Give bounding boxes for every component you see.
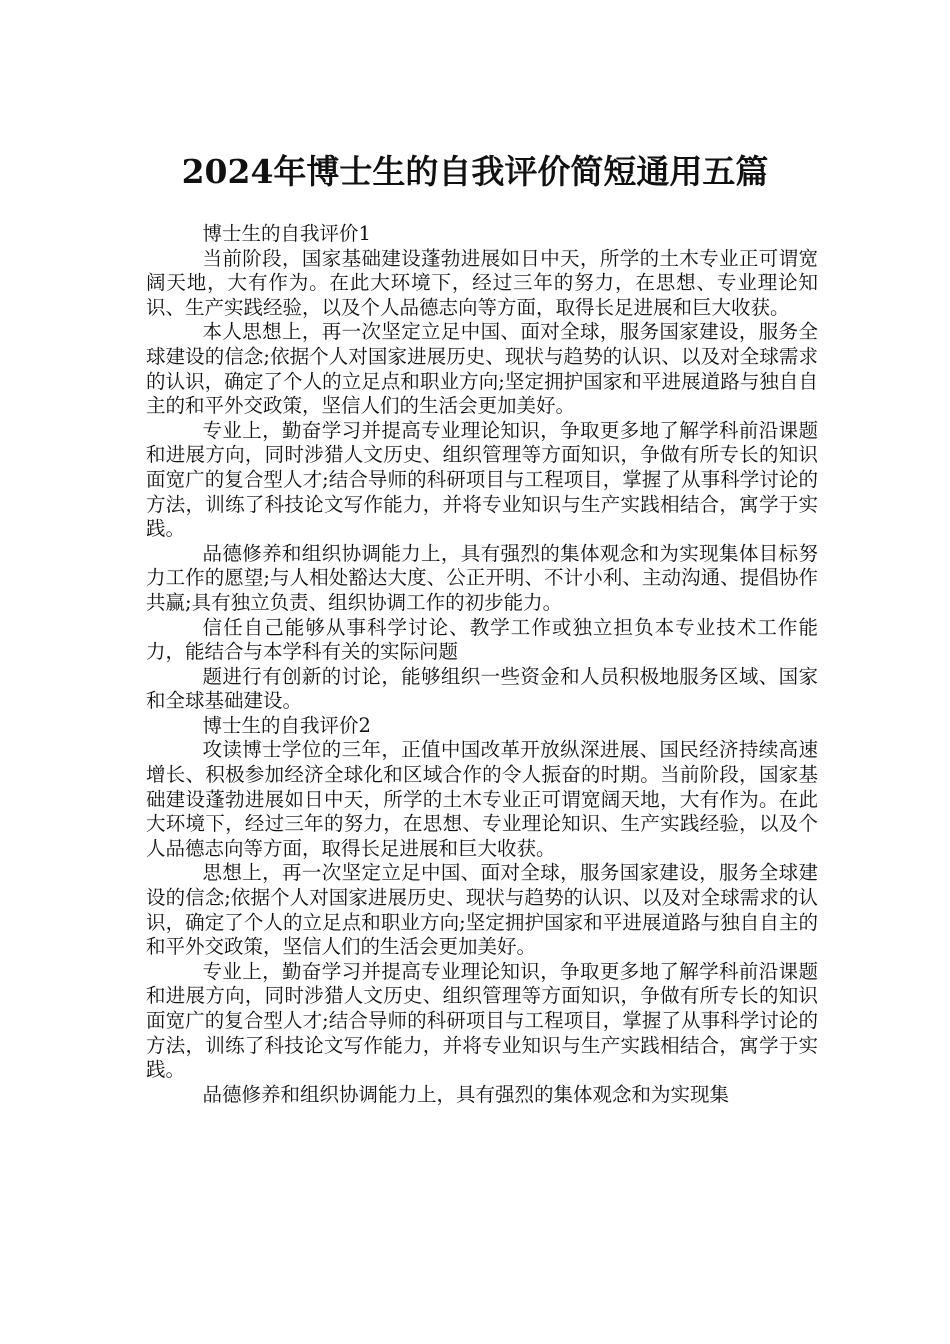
paragraph: 品德修养和组织协调能力上，具有强烈的集体观念和为实现集体目标努力工作的愿望;与人相处豁达大度、公正开明、不计小利、主动沟通、提倡协作共赢;具有独立负责、组织协调工作的初步能力。	[146, 541, 818, 614]
document-body	[146, 222, 818, 1107]
section-heading: 博士生的自我评价2	[202, 713, 371, 737]
document-title: 2024年博士生的自我评价简短通用五篇	[181, 152, 769, 192]
paragraph: 本人思想上，再一次坚定立足中国、面对全球，服务国家建设，服务全球建设的信念;依据个人对国家进展历史、现状与趋势的认识、以及对全球需求的认识，确定了个人的立足点和职业方向;坚定拥护国家和平进展道路与独自自主的和平外交政策，坚信人们的生活会更加美好。	[146, 320, 818, 418]
paragraph: 题进行有创新的讨论，能够组织一些资金和人员积极地服务区域、国家和全球基础建设。	[146, 664, 818, 713]
paragraph: 当前阶段，国家基础建设蓬勃进展如日中天，所学的土木专业正可谓宽阔天地，大有作为。在此大环境下，经过三年的努力，在思想、专业理论知识、生产实践经验，以及个人品德志向等方面，取得长足进展和巨大收获。	[146, 246, 818, 319]
paragraph: 思想上，再一次坚定立足中国、面对全球，服务国家建设，服务全球建设的信念;依据个人对国家进展历史、现状与趋势的认识、以及对全球需求的认识，确定了个人的立足点和职业方向;坚定拥护国家和平进展道路与独自自主的和平外交政策，坚信人们的生活会更加美好。	[146, 861, 818, 959]
paragraph: 专业上，勤奋学习并提高专业理论知识，争取更多地了解学科前沿课题和进展方向，同时涉猎人文历史、组织管理等方面知识，争做有所专长的知识面宽广的复合型人才;结合导师的科研项目与工程项目，掌握了从事科学讨论的方法，训练了科技论文写作能力，并将专业知识与生产实践相结合，寓学于实践。	[146, 418, 818, 541]
paragraph: 攻读博士学位的三年，正值中国改革开放纵深进展、国民经济持续高速增长、积极参加经济全球化和区域合作的令人振奋的时期。当前阶段，国家基础建设蓬勃进展如日中天，所学的土木专业正可谓宽阔天地，大有作为。在此大环境下，经过三年的努力，在思想、专业理论知识、生产实践经验，以及个人品德志向等方面，取得长足进展和巨大收获。	[146, 738, 818, 860]
paragraph: 信任自己能够从事科学讨论、教学工作或独立担负本专业技术工作能力，能结合与本学科有关的实际问题	[146, 615, 818, 664]
section-heading: 博士生的自我评价1	[202, 222, 371, 245]
paragraph: 品德修养和组织协调能力上，具有强烈的集体观念和为实现集	[202, 1082, 730, 1106]
paragraph: 专业上，勤奋学习并提高专业理论知识，争取更多地了解学科前沿课题和进展方向，同时涉猎人文历史、组织管理等方面知识，争做有所专长的知识面宽广的复合型人才;结合导师的科研项目与工程项目，掌握了从事科学讨论的方法，训练了科技论文写作能力，并将专业知识与生产实践相结合，寓学于实践。	[146, 959, 818, 1082]
